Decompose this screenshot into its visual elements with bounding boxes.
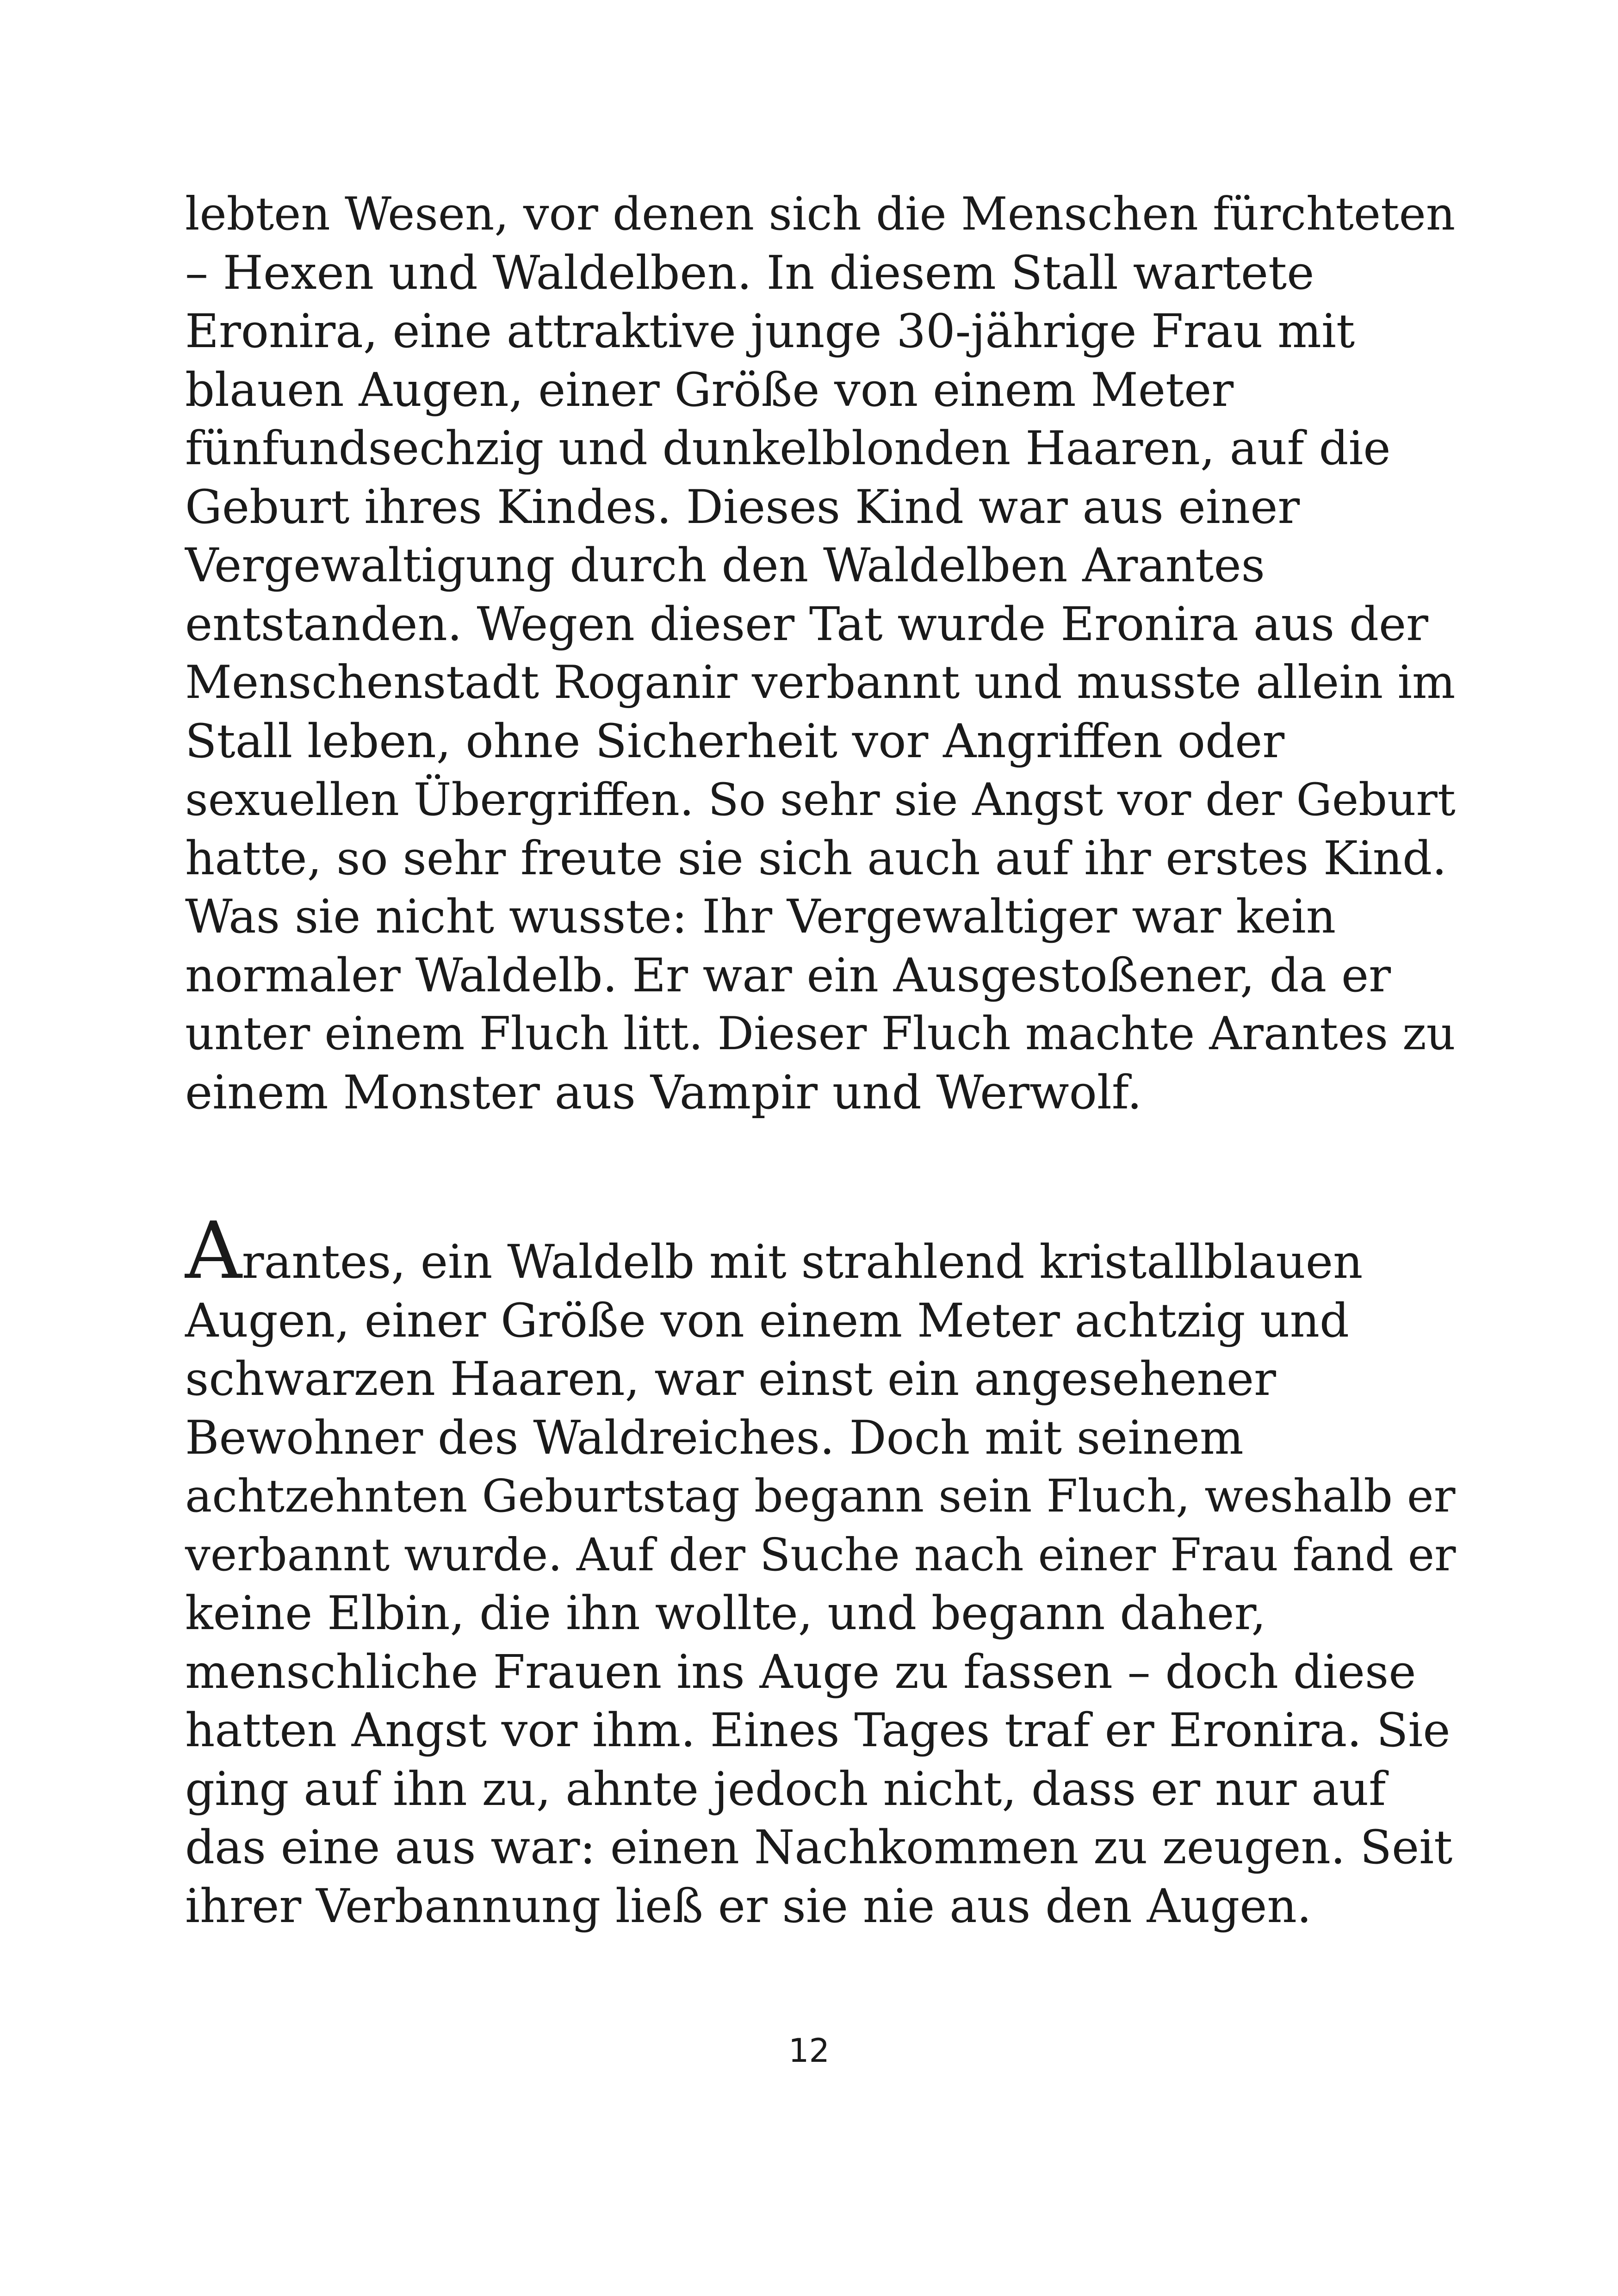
text-line: Stall leben, ohne Sicherheit vor Angriffen oder <box>185 714 1285 768</box>
text-line: Vergewaltigung durch den Waldelben Arantes <box>185 538 1265 592</box>
text-line: lebten Wesen, vor denen sich die Menschen fürchteten <box>185 188 1456 241</box>
text-line: sexuellen Übergriffen. So sehr sie Angst vor der Geburt <box>185 773 1456 826</box>
text-line: das eine aus war: einen Nachkommen zu zeugen. Seit <box>185 1820 1453 1874</box>
text-line: hatten Angst vor ihm. Eines Tages traf er Eronira. Sie <box>185 1703 1451 1757</box>
first-line-text: rantes, ein Waldelb mit strahlend kristallblauen <box>242 1235 1363 1289</box>
text-line: schwarzen Haaren, war einst ein angesehener <box>185 1352 1276 1406</box>
drop-cap: A <box>185 1205 242 1297</box>
text-line: Menschenstadt Roganir verbannt und musste allein im <box>185 656 1456 709</box>
text-line: hatte, so sehr freute sie sich auch auf ihr erstes Kind. <box>185 831 1447 885</box>
text-line: einem Monster aus Vampir und Werwolf. <box>185 1065 1142 1120</box>
text-line: unter einem Fluch litt. Dieser Fluch machte Arantes zu <box>185 1008 1456 1060</box>
text-line: blauen Augen, einer Größe von einem Meter <box>185 362 1234 417</box>
text-line: verbannt wurde. Auf der Suche nach einer Frau fand er <box>185 1528 1456 1581</box>
text-line: Geburt ihres Kindes. Dieses Kind war aus einer <box>185 479 1300 534</box>
text-line: keine Elbin, die ihn wollte, und begann daher, <box>185 1586 1266 1640</box>
text-line: ihrer Verbannung ließ er sie nie aus den Augen. <box>185 1879 1312 1933</box>
text-line: ging auf ihn zu, ahnte jedoch nicht, dass er nur auf <box>185 1761 1386 1816</box>
text-line: menschliche Frauen ins Auge zu fassen – doch diese <box>185 1644 1416 1699</box>
text-line: fünfundsechzig und dunkelblonden Haaren, auf die <box>185 421 1391 475</box>
text-line: Eronira, eine attraktive junge 30-jährige Frau mit <box>185 304 1355 358</box>
text-line: Bewohner des Waldreiches. Doch mit seinem <box>185 1410 1244 1465</box>
text-line: – Hexen und Waldelben. In diesem Stall wartete <box>185 245 1314 300</box>
paragraph-2 <box>185 1205 1462 1935</box>
text-line: Augen, einer Größe von einem Meter achtzig und <box>185 1293 1350 1348</box>
paragraph-1 <box>185 185 1462 1122</box>
text-line-first <box>185 1205 1462 1297</box>
text-line: entstanden. Wegen dieser Tat wurde Eronira aus der <box>185 597 1428 651</box>
text-line: normaler Waldelb. Er war ein Ausgestoßener, da er <box>185 948 1391 1002</box>
text-line: Was sie nicht wusste: Ihr Vergewaltiger war kein <box>185 890 1336 944</box>
text-line: achtzehnten Geburtstag begann sein Fluch, weshalb er <box>185 1470 1456 1523</box>
page-number: 12 <box>788 2032 830 2070</box>
